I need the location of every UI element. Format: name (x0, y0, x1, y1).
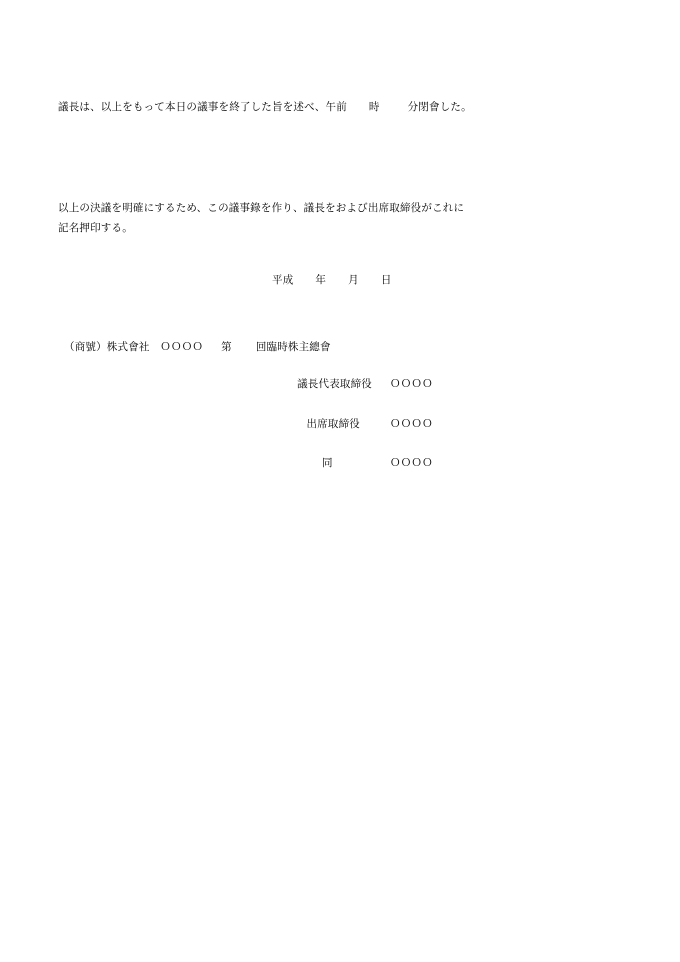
closing-text-after: 分閉會した。 (407, 101, 472, 113)
date-day-unit: 日 (380, 274, 392, 286)
signatory-name: ＯＯＯＯ (390, 378, 433, 390)
signatory-name: ＯＯＯＯ (390, 418, 433, 430)
company-name: （商號）株式會社 ＯＯＯＯ (64, 341, 204, 353)
closing-statement (58, 100, 472, 114)
closing-hour-unit: 時 (368, 101, 380, 113)
certification-line-2: 記名押印する。 (58, 222, 133, 234)
date-era: 平成 (272, 274, 294, 286)
date-year-unit: 年 (315, 274, 327, 286)
signatory-role: 同 (322, 457, 333, 469)
signatory-role: 出席取締役 (306, 418, 360, 430)
closing-text-before: 議長は、以上をもって本日の議事を終了した旨を述べ、午前 (58, 101, 347, 113)
meeting-title: 回臨時株主總會 (255, 341, 331, 353)
date-line (272, 273, 392, 287)
signatory-role: 議長代表取締役 (297, 378, 372, 390)
meeting-line (64, 340, 331, 354)
certification-paragraph (58, 198, 464, 238)
certification-line-1: 以上の決議を明確にするため、この議事錄を作り、議長をおよび出席取締役がこれに (58, 202, 465, 214)
signatory-name: ＯＯＯＯ (390, 457, 433, 469)
meeting-ordinal-prefix: 第 (221, 341, 232, 353)
date-month-unit: 月 (348, 274, 359, 286)
